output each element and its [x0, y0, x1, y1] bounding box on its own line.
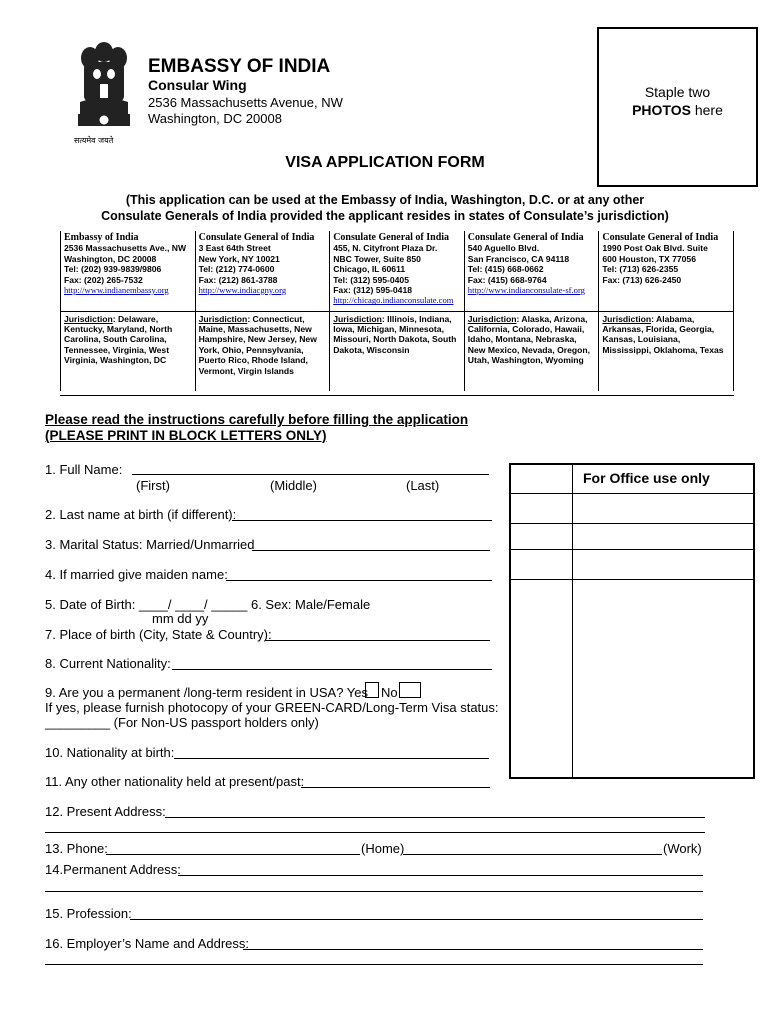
permanent-address-field-line-2[interactable]	[45, 891, 703, 892]
consulate-line: Fax: (212) 861-3788	[198, 274, 278, 285]
consulate-line: 1990 Post Oak Blvd. Suite	[602, 243, 708, 254]
q2-label: 2. Last name at birth (if different):	[45, 507, 237, 522]
jurisdiction-text: : Alaska, Arizona, California, Colorado, Hawaii, Idaho, Montana, Nebraska, New Mexico, Nevada, Oregon, Utah, Washington, Wyoming	[467, 313, 591, 366]
consulate-table	[60, 231, 734, 391]
q3-label: 3. Marital Status: Married/Unmarried	[45, 537, 255, 552]
no-checkbox[interactable]	[399, 682, 421, 698]
consulate-line: Fax: (202) 265-7532	[64, 274, 143, 285]
consulate-line: 2536 Massachusetts Ave., NW	[64, 243, 187, 254]
photo-box-line1: Staple two	[644, 84, 711, 100]
work-phone-field[interactable]	[403, 854, 662, 855]
q8-label: 8. Current Nationality:	[45, 656, 171, 671]
q4-label: 4. If married give maiden name:	[45, 567, 228, 582]
consulate-name: Consulate General of India	[467, 232, 584, 243]
q1-label: 1. Full Name:	[45, 462, 123, 477]
consular-wing: Consular Wing	[148, 77, 247, 93]
place-of-birth-field[interactable]	[265, 640, 490, 641]
office-row-line	[511, 549, 753, 550]
consulate-link[interactable]: http://www.indiacgny.org	[198, 285, 287, 296]
consulate-line: Chicago, IL 60611	[333, 264, 406, 275]
consulate-name: Consulate General of India	[602, 232, 719, 243]
q9-label: 9. Are you a permanent /long-term resident in USA? Yes	[45, 685, 369, 700]
jurisdiction-label: Jurisdiction	[64, 313, 113, 324]
q1-first: (First)	[136, 478, 170, 493]
emblem-motto: सत्यमेव जयते	[74, 136, 114, 145]
instructions-line-1: Please read the instructions carefully before filling the application	[45, 412, 469, 427]
consulate-line: San Francisco, CA 94118	[467, 253, 570, 264]
q5-sub: mm dd yy	[152, 611, 209, 626]
jurisdiction-cell	[330, 311, 465, 391]
embassy-address	[148, 95, 343, 127]
last-name-at-birth-field[interactable]	[232, 520, 492, 521]
consulate-line: Tel: (415) 668-0662	[467, 264, 544, 275]
consulate-line: Fax: (312) 595-0418	[333, 285, 413, 296]
consulate-cell	[599, 231, 734, 311]
q9-sub-1: If yes, please furnish photocopy of your GREEN-CARD/Long-Term Visa status:	[45, 700, 499, 715]
national-emblem-icon	[70, 38, 138, 146]
consulate-line: Fax: (415) 668-9764	[467, 274, 547, 285]
office-use-label: For Office use only	[583, 470, 710, 486]
consulate-link[interactable]: http://www.indianembassy.org	[64, 285, 169, 296]
other-nationality-field[interactable]	[301, 787, 490, 788]
q13-work: (Work)	[663, 841, 702, 856]
q5-label[interactable]: 5. Date of Birth: ____/ ____/ _____ 6. Sex: Male/Female	[45, 597, 371, 612]
form-title: VISA APPLICATION FORM	[285, 154, 485, 171]
office-row-line	[511, 493, 753, 494]
intro-text	[40, 192, 730, 224]
q1-last: (Last)	[406, 478, 440, 493]
consulate-line: Tel: (212) 774-0600	[198, 264, 275, 275]
intro-line-1: (This application can be used at the Embassy of India, Washington, D.C. or at any other	[125, 193, 645, 207]
jurisdiction-text: : Illinois, Indiana, Iowa, Michigan, Minnesota, Missouri, North Dakota, South Dakota, Wisconsin	[333, 313, 457, 355]
consulate-name: Consulate General of India	[198, 232, 315, 243]
consulate-link[interactable]: http://chicago.indianconsulate.com	[333, 295, 454, 306]
q10-label: 10. Nationality at birth:	[45, 745, 175, 760]
jurisdiction-cell	[195, 311, 330, 391]
q13-home: (Home)	[361, 841, 405, 856]
present-address-field[interactable]	[165, 817, 705, 818]
consulate-cell	[61, 231, 196, 311]
jurisdiction-cell	[61, 311, 196, 391]
nationality-at-birth-field[interactable]	[174, 758, 489, 759]
marital-status-field[interactable]	[252, 550, 490, 551]
permanent-address-field[interactable]	[178, 875, 703, 876]
consulate-line: Tel: (202) 939-9839/9806	[64, 264, 162, 275]
q13-label: 13. Phone:	[45, 841, 108, 856]
consulate-cell	[464, 231, 599, 311]
consulate-line: Tel: (713) 626-2355	[602, 264, 679, 275]
yes-checkbox[interactable]	[365, 682, 379, 698]
consulate-line: Tel: (312) 595-0405	[333, 274, 409, 285]
jurisdiction-text: : Delaware, Kentucky, Maryland, North Carolina, South Carolina, Tennessee, Virginia, West Virginia, Washington, DC	[64, 313, 173, 366]
q9-no-label: No	[381, 685, 398, 700]
instructions-line-2: (PLEASE PRINT IN BLOCK LETTERS ONLY)	[45, 428, 327, 443]
jurisdiction-text: : Connecticut, Maine, Massachusetts, New Hampshire, New Jersey, New York, Ohio, Pennsylvania, Puerto Rico, Rhode Island, Vermont, Virgin Islands	[198, 313, 317, 376]
intro-line-2: Consulate Generals of India provided the applicant resides in states of Consulate’s jurisdiction)	[101, 209, 669, 223]
jurisdiction-cell	[599, 311, 734, 391]
q1-middle: (Middle)	[270, 478, 317, 493]
office-row-line	[511, 523, 753, 524]
address-line-2: Washington, DC 20008	[148, 111, 282, 126]
consulate-line: New York, NY 10021	[198, 253, 280, 264]
jurisdiction-label: Jurisdiction	[602, 313, 652, 324]
table-bottom-rule	[60, 395, 734, 396]
consulate-line: 540 Aguello Blvd.	[467, 243, 540, 254]
office-use-box	[509, 463, 755, 779]
consulate-cell	[330, 231, 465, 311]
embassy-title: EMBASSY OF INDIA	[148, 56, 331, 77]
photo-box-bold: PHOTOS	[632, 102, 691, 118]
q12-label: 12. Present Address:	[45, 804, 166, 819]
present-address-field-line-2[interactable]	[45, 832, 705, 833]
photo-box-rest: here	[690, 102, 723, 118]
employer-field[interactable]	[243, 949, 703, 950]
consulate-link[interactable]: http://www.indianconsulate-sf.org	[467, 285, 585, 296]
current-nationality-field[interactable]	[172, 669, 492, 670]
profession-field[interactable]	[130, 919, 703, 920]
q11-label: 11. Any other nationality held at present/past:	[45, 774, 305, 789]
consulate-name: Embassy of India	[64, 232, 139, 243]
full-name-field[interactable]	[132, 474, 489, 475]
jurisdiction-cell	[464, 311, 599, 391]
jurisdiction-label: Jurisdiction	[198, 313, 248, 324]
consulate-line: NBC Tower, Suite 850	[333, 253, 421, 264]
consulate-name: Consulate General of India	[333, 232, 450, 243]
consulate-line: Washington, DC 20008	[64, 253, 157, 264]
address-line-1: 2536 Massachusetts Avenue, NW	[148, 95, 343, 110]
employer-field-line-2[interactable]	[45, 964, 703, 965]
instructions	[45, 412, 468, 444]
consulate-line: 3 East 64th Street	[198, 243, 271, 254]
consulate-line: Fax: (713) 626-2450	[602, 274, 682, 285]
consulate-line: 600 Houston, TX 77056	[602, 253, 696, 264]
consulate-line: 455, N. Cityfront Plaza Dr.	[333, 243, 438, 254]
jurisdiction-text: : Alabama, Arkansas, Florida, Georgia, Kansas, Louisiana, Mississippi, Oklahoma, Texas	[602, 313, 724, 355]
maiden-name-field[interactable]	[226, 580, 492, 581]
jurisdiction-label: Jurisdiction	[467, 313, 517, 324]
office-row-line	[511, 579, 753, 580]
home-phone-field[interactable]	[106, 854, 360, 855]
jurisdiction-label: Jurisdiction	[333, 313, 382, 324]
q16-label: 16. Employer’s Name and Address:	[45, 936, 250, 951]
consulate-cell	[195, 231, 330, 311]
q15-label: 15. Profession:	[45, 906, 132, 921]
q14-label: 14.Permanent Address:	[45, 862, 181, 877]
office-divider	[572, 465, 573, 777]
q9-sub-2[interactable]: _________ (For Non-US passport holders only)	[45, 715, 319, 730]
q7-label: 7. Place of birth (City, State & Country):	[45, 627, 272, 642]
